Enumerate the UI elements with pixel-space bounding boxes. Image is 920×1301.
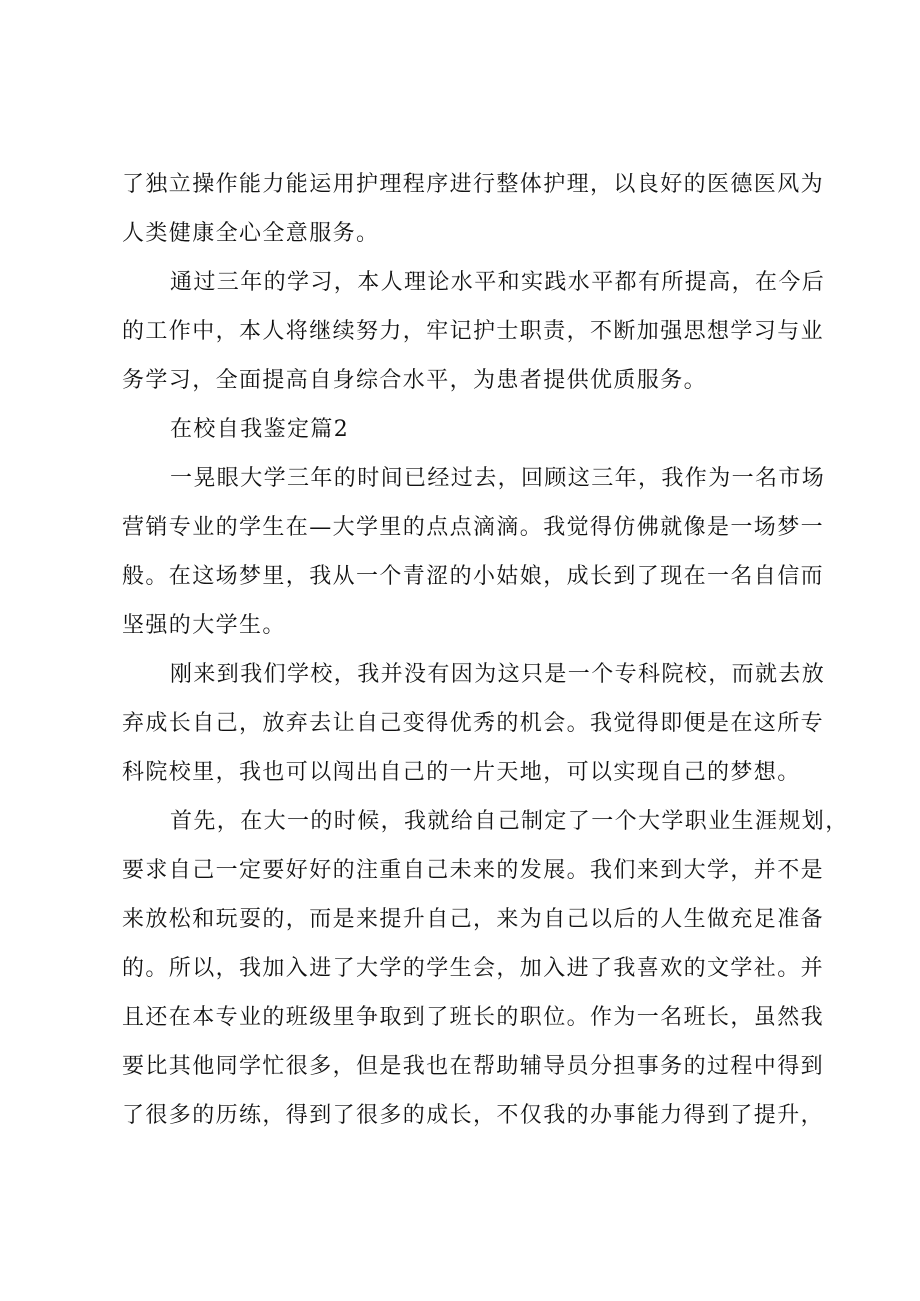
text-line: 科院校里，我也可以闯出自己的一片天地，可以实现自己的梦想。	[122, 760, 801, 785]
text-line: 的。所以，我加入进了大学的学生会，加入进了我喜欢的文学社。并	[122, 956, 825, 981]
text-line: 要比其他同学忙很多，但是我也在帮助辅导员分担事务的过程中得到	[122, 1054, 825, 1079]
text-line: 务学习，全面提高自身综合水平，为患者提供优质服务。	[122, 368, 708, 393]
text-line: 且还在本专业的班级里争取到了班长的职位。作为一名班长，虽然我	[122, 1005, 825, 1030]
paragraph-first-line: 刚来到我们学校，我并没有因为这只是一个专科院校，而就去放	[170, 662, 826, 687]
section-heading: 在校自我鉴定篇2	[170, 417, 350, 442]
text-line: 来放松和玩耍的，而是来提升自己，来为自己以后的人生做充足准备	[122, 907, 825, 932]
text-line: 营销专业的学生在—大学里的点点滴滴。我觉得仿佛就像是一场梦一	[122, 515, 825, 540]
text-line: 的工作中，本人将继续努力，牢记护士职责，不断加强思想学习与业	[122, 319, 825, 344]
text-line: 了独立操作能力能运用护理程序进行整体护理，以良好的医德医风为	[122, 172, 825, 197]
paragraph-first-line: 首先，在大一的时候，我就给自己制定了一个大学职业生涯规划，	[170, 809, 849, 834]
text-line: 人类健康全心全意服务。	[122, 221, 380, 246]
paragraph-first-line: 一晃眼大学三年的时间已经过去，回顾这三年，我作为一名市场	[170, 466, 826, 491]
text-line: 弃成长自己，放弃去让自己变得优秀的机会。我觉得即便是在这所专	[122, 711, 825, 736]
text-line: 般。在这场梦里，我从一个青涩的小姑娘，成长到了现在一名自信而	[122, 564, 825, 589]
text-line: 要求自己一定要好好的注重自己未来的发展。我们来到大学，并不是	[122, 858, 825, 883]
paragraph-first-line: 通过三年的学习，本人理论水平和实践水平都有所提高，在今后	[170, 270, 826, 295]
text-line: 坚强的大学生。	[122, 613, 286, 638]
text-line: 了很多的历练，得到了很多的成长，不仅我的办事能力得到了提升，	[122, 1103, 825, 1128]
